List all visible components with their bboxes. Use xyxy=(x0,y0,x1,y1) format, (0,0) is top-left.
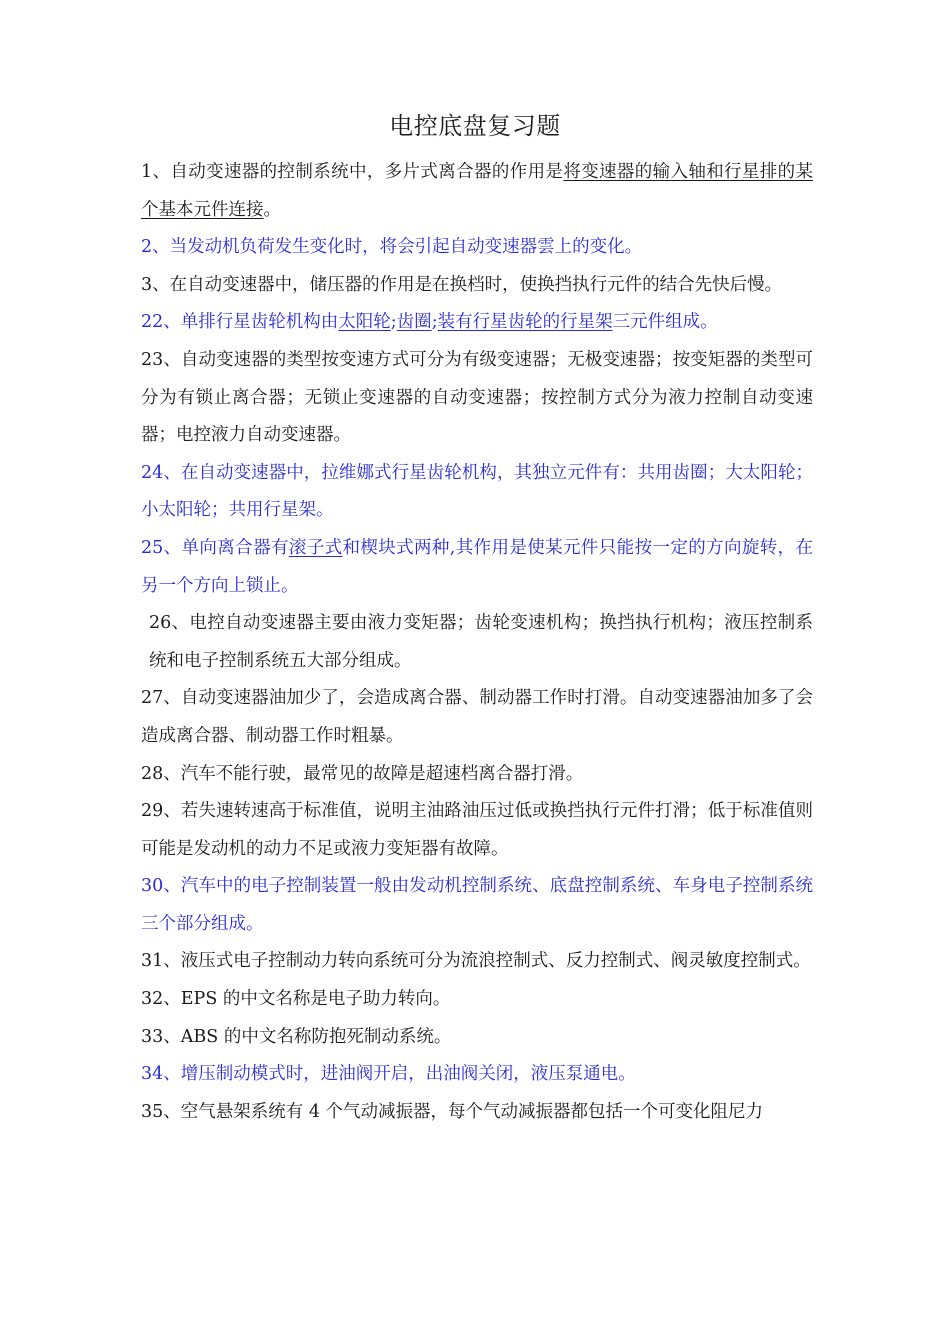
question-24: 24、在自动变速器中，拉维娜式行星齿轮机构，其独立元件有：共用齿圈；大太阳轮；小太阳轮；共用行星架。 xyxy=(141,462,813,521)
question-32: 32、EPS 的中文名称是电子助力转向。 xyxy=(141,989,451,1010)
question-31: 31、液压式电子控制动力转向系统可分为流浪控制式、反力控制式、阀灵敏度控制式。 xyxy=(141,951,811,972)
question-28: 28、汽车不能行驶，最常见的故障是超速档离合器打滑。 xyxy=(141,763,584,784)
question-list xyxy=(141,154,813,1131)
question-answer-underlined: 滚子式 xyxy=(288,537,343,558)
question-3: 3、在自动变速器中，储压器的作用是在换档时，使换挡执行元件的结合先快后慢。 xyxy=(141,274,783,295)
question-text: 22、单排行星齿轮机构由 xyxy=(141,312,339,333)
question-text: 25、单向离合器有 xyxy=(141,537,289,558)
question-29: 29、若失速转速高于标准值，说明主油路油压过低或换挡执行元件打滑；低于标准值则可能是发动机的动力不足或液力变矩器有故障。 xyxy=(141,801,813,859)
question-27: 27、自动变速器油加少了，会造成离合器、制动器工作时打滑。自动变速器油加多了会造成离合器、制动器工作时粗暴。 xyxy=(141,688,813,746)
question-25 xyxy=(141,530,813,605)
answer-separator: ; xyxy=(390,312,397,333)
question-answer-underlined: 齿圈 xyxy=(396,312,432,333)
question-23: 23、自动变速器的类型按变速方式可分为有级变速器；无极变速器；按变矩器的类型可分为有锁止离合器；无锁止变速器的自动变速器；按控制方式分为液力控制自动变速器；电控液力自动变速器。 xyxy=(141,349,813,446)
question-text: 和楔块式两种,其作用是使某元件只能按一定的方向旋转，在另一个方向上锁止。 xyxy=(141,537,814,596)
question-answer-underlined: 太阳轮 xyxy=(338,312,391,333)
question-34: 34、增压制动模式时，进油阀开启，出油阀关闭，液压泵通电。 xyxy=(141,1064,636,1085)
question-answer-underlined: 装有行星齿轮的行星架 xyxy=(437,312,613,333)
question-text: 三元件组成。 xyxy=(612,312,718,333)
question-26: 26、电控自动变速器主要由液力变矩器；齿轮变速机构；换挡执行机构；液压控制系统和电子控制系统五大部分组成。 xyxy=(149,613,813,671)
question-text: 。 xyxy=(263,199,281,220)
question-35: 35、空气悬架系统有 4 个气动减振器，每个气动减振器都包括一个可变化阻尼力 xyxy=(141,1101,764,1122)
question-33: 33、ABS 的中文名称防抱死制动系统。 xyxy=(141,1026,452,1047)
question-22 xyxy=(141,304,813,342)
question-30: 30、汽车中的电子控制装置一般由发动机控制系统、底盘控制系统、车身电子控制系统三个部分组成。 xyxy=(141,876,813,934)
question-text: 1、自动变速器的控制系统中，多片式离合器的作用是 xyxy=(141,162,564,182)
question-2: 2、当发动机负荷发生变化时，将会引起自动变速器雲上的变化。 xyxy=(141,237,643,258)
question-1 xyxy=(141,154,813,229)
document-title: 电控底盘复习题 xyxy=(389,112,561,140)
answer-separator: ; xyxy=(431,312,438,333)
question-answer-underlined: 将变速器的输入轴和行星排的某个基本元件连接 xyxy=(141,162,814,220)
